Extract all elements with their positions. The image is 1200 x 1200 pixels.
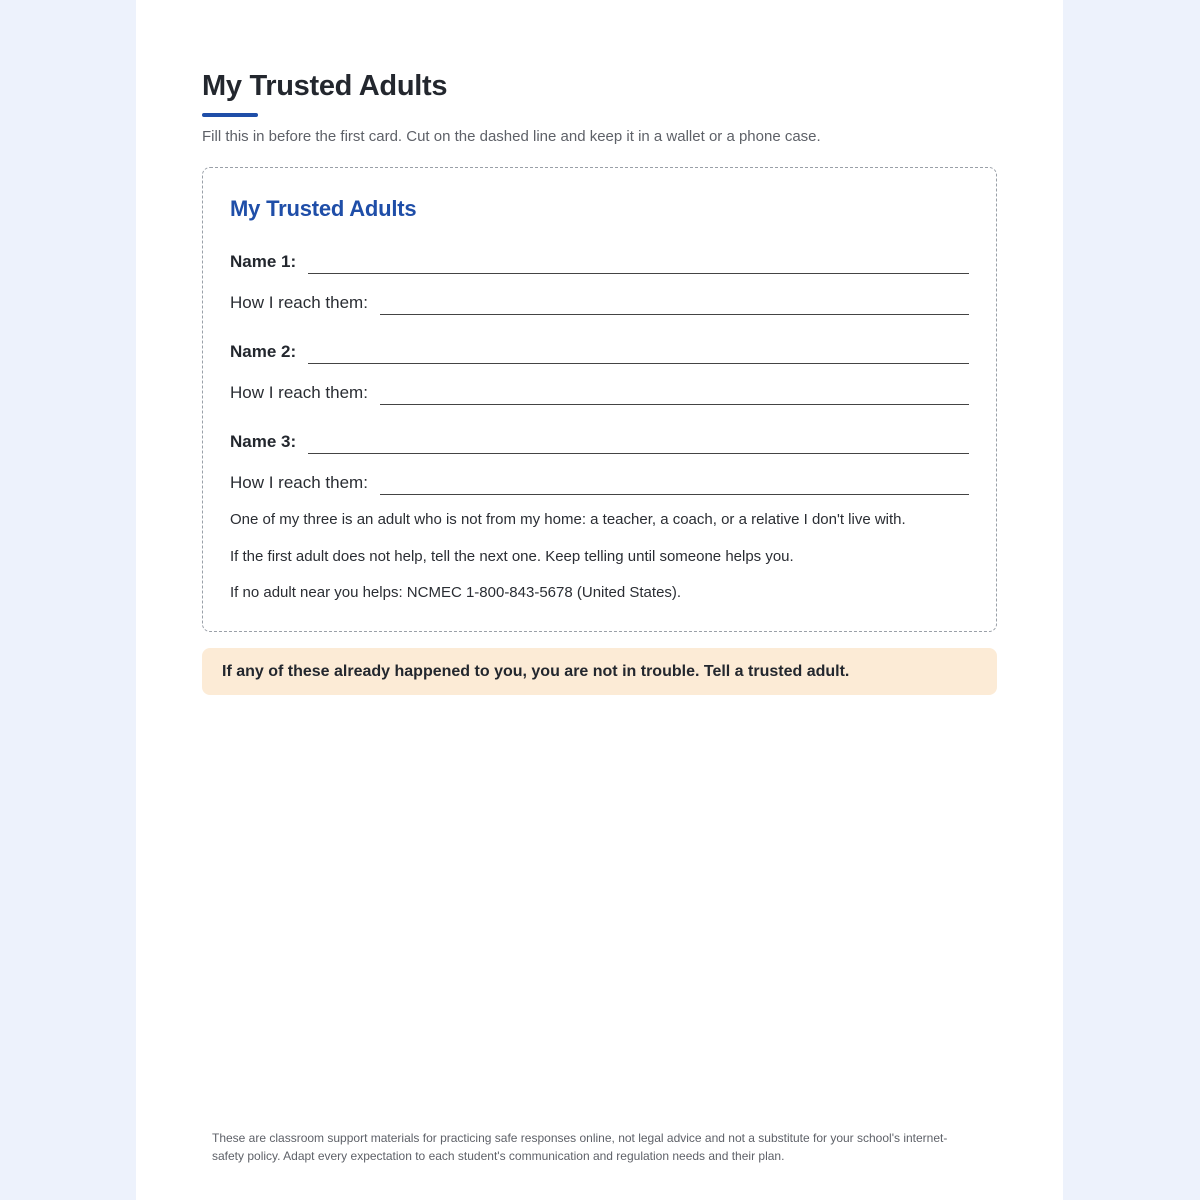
contact-3-label: How I reach them: [230,473,368,492]
name-3-field[interactable] [230,430,969,452]
name-1-label: Name 1: [230,252,297,271]
contact-1-write-line[interactable] [380,302,969,315]
trusted-adults-card [202,167,997,632]
name-2-field[interactable] [230,340,969,362]
contact-2-field[interactable] [230,381,969,403]
name-2-label: Name 2: [230,342,297,361]
reassurance-callout [202,648,997,695]
name-3-label: Name 3: [230,432,297,451]
name-1-write-line[interactable] [308,261,969,274]
note-keep-telling: If the first adult does not help, tell the next one. Keep telling until someone helps you. [230,548,794,565]
card-title: My Trusted Adults [230,196,417,221]
contact-3-field[interactable] [230,471,969,493]
instructions-text: Fill this in before the first card. Cut on the dashed line and keep it in a wallet or a phone case. [202,128,821,145]
name-3-write-line[interactable] [308,441,969,454]
note-outside-home: One of my three is an adult who is not from my home: a teacher, a coach, or a relative I don't live with. [230,511,906,528]
contact-3-write-line[interactable] [380,482,969,495]
name-2-write-line[interactable] [308,351,969,364]
worksheet-page [136,0,1063,1200]
contact-2-label: How I reach them: [230,383,368,402]
contact-2-write-line[interactable] [380,392,969,405]
page-title: My Trusted Adults [202,70,448,102]
note-hotline: If no adult near you helps: NCMEC 1-800-843-5678 (United States). [230,584,682,601]
contact-1-label: How I reach them: [230,293,368,312]
contact-1-field[interactable] [230,291,969,313]
callout-text: If any of these already happened to you, you are not in trouble. Tell a trusted adult. [222,662,850,680]
footer-disclaimer: These are classroom support materials for practicing safe responses online, not legal advice and not a substitute for your school's internet-safety policy. Adapt every expectation to each student's communication and regulation needs and their plan. [212,1131,948,1163]
title-underline [202,113,258,117]
name-1-field[interactable] [230,250,969,272]
